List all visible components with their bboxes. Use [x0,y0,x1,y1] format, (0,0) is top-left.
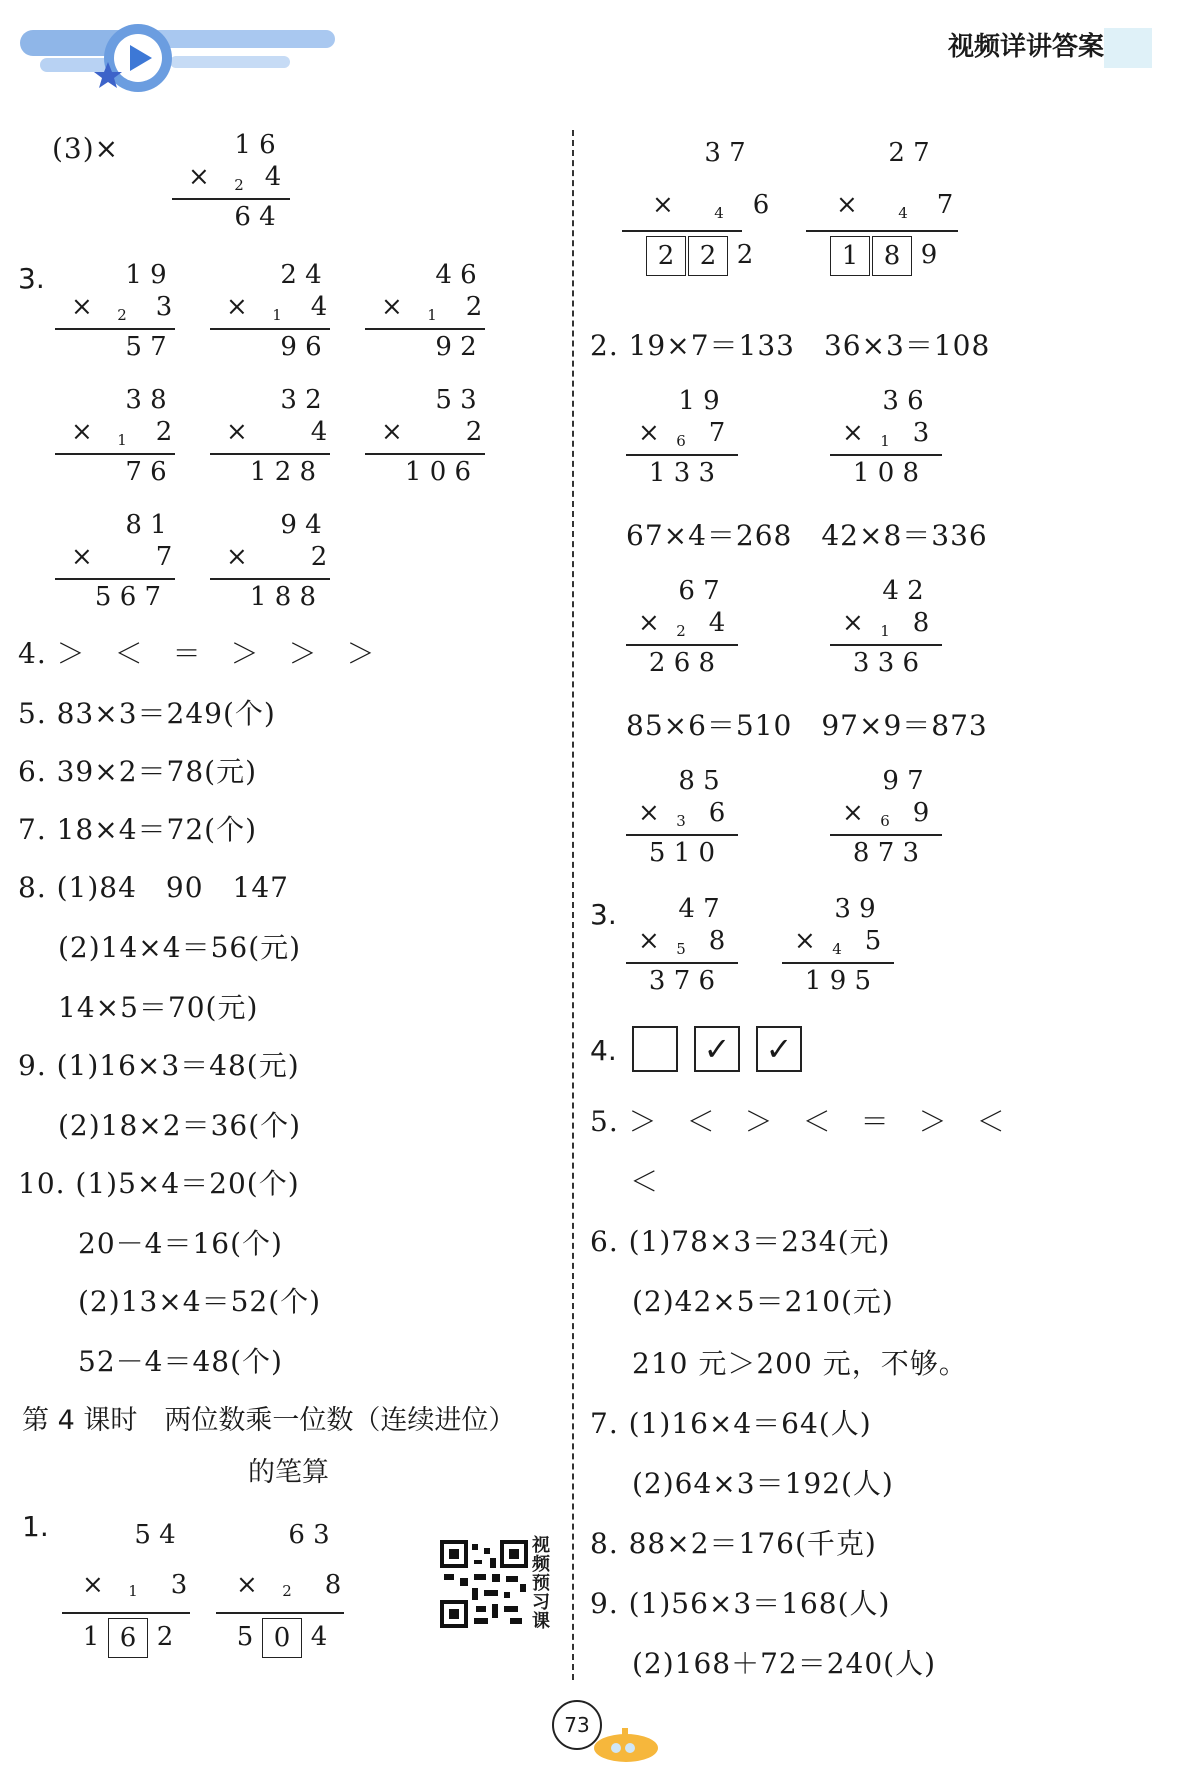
mul-result: 9 2 [435,332,477,362]
answer-r2-line1: 2. 19×7＝133 36×3＝108 [590,329,991,362]
answer-4: 4. ＞ ＜ ＝ ＞ ＞ ＞ [18,637,376,670]
item-p3-label: (3)× [52,132,120,165]
mul-result: 1 9 5 [804,966,872,996]
qr-label: 视频预习课 [532,1535,550,1632]
mul-multiplier: 3 [155,292,173,322]
mul-top: 5 3 [435,385,477,415]
carry-digit: 4 [898,204,908,222]
answer-8-3: 14×5＝70(元) [58,991,259,1024]
mul-top: 4 2 [882,576,924,606]
carry-digit: 2 [117,306,127,324]
mul-multiplier: 2 [465,417,483,447]
answer-box: 2 [646,236,686,276]
answer-box: 2 [688,236,728,276]
answer-r6-1: 6. (1)78×3＝234(元) [590,1225,891,1258]
carry-digit: 2 [676,622,686,640]
mul-multiplier: 8 [708,926,726,956]
mul-multiplier: 4 [310,417,328,447]
mul-result: 3 7 6 [648,966,716,996]
mul-multiplier: 5 [864,926,882,956]
mul-top: 4 6 [435,260,477,290]
judgement-box-check: ✓ [694,1026,740,1072]
carry-digit: 6 [676,432,686,450]
answer-r5-2: ＜ [630,1165,660,1198]
carry-digit: 1 [272,306,282,324]
carry-digit: 5 [676,940,686,958]
mul-multiplier: 2 [310,542,328,572]
mul-result: 2 6 8 [648,648,716,678]
answer-8-1: 8. (1)84 90 147 [18,871,289,904]
lesson-title: 第 4 课时 两位数乘一位数（连续进位） [22,1405,516,1436]
mul-result: 6 4 [234,202,276,232]
mul-multiplier: 4 [708,608,726,638]
mul-top: 6 3 [288,1520,330,1550]
mul-top: 3 8 [125,385,167,415]
answer-9-1: 9. (1)16×3＝48(元) [18,1049,300,1082]
mul-top: 1 9 [678,386,720,416]
mul-result: 1 2 8 [249,457,317,487]
mul-result: 5 6 7 [94,582,162,612]
mul-result: 7 6 [125,457,167,487]
answer-10-1: 10. (1)5×4＝20(个) [18,1167,300,1200]
answer-9-2: (2)18×2＝36(个) [58,1109,302,1142]
mul-result: 5 1 0 [648,838,716,868]
carry-digit: 4 [832,940,842,958]
mul-top: 4 7 [678,894,720,924]
answer-r6-2: (2)42×5＝210(元) [632,1285,894,1318]
carry-digit: 3 [676,812,686,830]
mul-top: 5 4 [134,1520,176,1550]
carry-digit: 1 [880,622,890,640]
answer-r2-line2: 67×4＝268 42×8＝336 [626,519,988,552]
answer-6: 6. 39×2＝78(元) [18,755,257,788]
mul-multiplier: 4 [310,292,328,322]
header-title: 视频详讲答案 [947,32,1104,62]
mul-multiplier: 8 [912,608,930,638]
mul-multiplier: 2 [465,292,483,322]
mul-multiplier: 3 [912,418,930,448]
answer-r5-1: 5. ＞ ＜ ＞ ＜ ＝ ＞ ＜ [590,1105,1006,1138]
mul-multiplier: 9 [912,798,930,828]
mul-top: 2 7 [888,138,930,168]
mul-result-digit: 1 [82,1622,100,1652]
answer-10-3: (2)13×4＝52(个) [78,1285,322,1318]
mul-top: 9 7 [882,766,924,796]
mul-result: 1 8 8 [249,582,317,612]
page-number-text: 73 [564,1713,590,1737]
answer-box: 1 [830,236,870,276]
answer-10-4: 52－4＝48(个) [78,1345,283,1378]
answer-box: 0 [262,1618,302,1658]
answer-5: 5. 83×3＝249(个) [18,697,276,730]
answer-10-2: 20－4＝16(个) [78,1227,283,1260]
carry-digit: 6 [880,812,890,830]
mul-top: 8 1 [125,510,167,540]
mul-multiplier: 7 [708,418,726,448]
mul-result: 1 0 8 [852,458,920,488]
mul-result: 5 7 [125,332,167,362]
answer-r9-2: (2)168＋72＝240(人) [632,1647,937,1680]
mul-result-digit: 2 [156,1622,174,1652]
mul-multiplier: 2 [155,417,173,447]
answer-r8: 8. 88×2＝176(千克) [590,1527,877,1560]
mul-top: 6 7 [678,576,720,606]
answer-r7-1: 7. (1)16×4＝64(人) [590,1407,872,1440]
answer-r9-1: 9. (1)56×3＝168(人) [590,1587,891,1620]
mul-result-digit: 5 [236,1622,254,1652]
mul-multiplier: 4 [264,162,282,192]
mul-top: 3 9 [834,894,876,924]
answer-7: 7. 18×4＝72(个) [18,813,257,846]
mul-top: 1 9 [125,260,167,290]
lesson-section-1-number: 1. [22,1510,49,1543]
mul-multiplier: 7 [155,542,173,572]
mul-top: 2 4 [280,260,322,290]
mul-top: 3 6 [882,386,924,416]
right-section-4-number: 4. [590,1034,617,1067]
mul-top: 8 5 [678,766,720,796]
carry-digit: 2 [282,1582,292,1600]
header-decoration [0,0,340,95]
answer-8-2: (2)14×4＝56(元) [58,931,302,964]
submarine-icon [586,1720,666,1764]
header-banner [0,0,340,95]
judgement-box-check: ✓ [756,1026,802,1072]
judgement-box [632,1026,678,1072]
mul-result: 3 3 6 [852,648,920,678]
answer-r2-line3: 85×6＝510 97×9＝873 [626,709,988,742]
mul-multiplier: 6 [752,190,770,220]
mul-top: 3 2 [280,385,322,415]
mul-result-digit: 9 [920,240,938,270]
column-divider [572,130,574,1680]
mul-multiplier: 6 [708,798,726,828]
mul-multiplier: 7 [936,190,954,220]
mul-result: 1 0 6 [404,457,472,487]
mul-result-digit: 2 [736,240,754,270]
mul-result: 9 6 [280,332,322,362]
mul-top: 1 6 [234,130,276,160]
mul-result: 1 3 3 [648,458,716,488]
answer-box: 8 [872,236,912,276]
carry-digit: 1 [427,306,437,324]
carry-digit: 2 [234,176,244,194]
answer-r6-3: 210 元＞200 元，不够。 [632,1347,968,1380]
qr-code[interactable] [440,1540,528,1628]
header-bar-decoration [1104,28,1152,68]
answer-r7-2: (2)64×3＝192(人) [632,1467,894,1500]
mul-multiplier: 3 [170,1570,188,1600]
right-section-3-number: 3. [590,898,617,931]
answer-box: 6 [108,1618,148,1658]
section-3-number: 3. [18,262,45,295]
carry-digit: 1 [880,432,890,450]
mul-top: 3 7 [704,138,746,168]
mul-result-digit: 4 [310,1622,328,1652]
carry-digit: 1 [128,1582,138,1600]
mul-result: 8 7 3 [852,838,920,868]
carry-digit: 1 [117,431,127,449]
carry-digit: 4 [714,204,724,222]
mul-multiplier: 8 [324,1570,342,1600]
mul-top: 9 4 [280,510,322,540]
lesson-title-2: 的笔算 [248,1457,329,1488]
